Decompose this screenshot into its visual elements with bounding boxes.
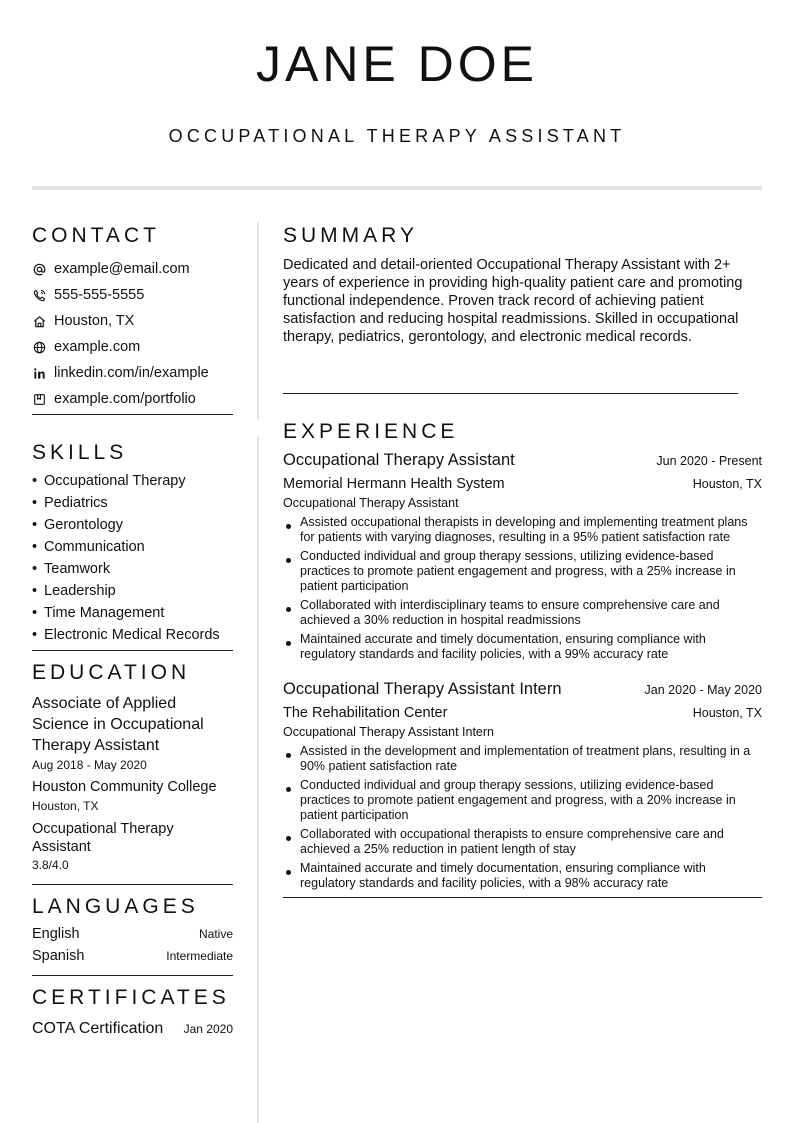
job-bullet: Assisted in the development and implementation of treatment plans, resulting in a 90% patient satisfaction rate [283,744,762,774]
education-degree: Associate of Applied Science in Occupational Therapy Assistant [32,695,204,754]
education-school: Houston Community College [32,779,217,795]
languages-section [32,893,233,976]
job-company: The Rehabilitation Center [283,705,448,721]
skill-item: • Time Management [32,605,165,621]
job-bullet: Conducted individual and group therapy sessions, utilizing evidence-based practices to promote patient engagement and progress, with a 25% increase in patient participation [283,549,762,594]
education-gpa: 3.8/4.0 [32,858,69,872]
job-location: Houston, TX [692,477,762,491]
skill-item: • Gerontology [32,517,123,533]
job-bullet: Collaborated with interdisciplinary teams to ensure comprehensive care and achieved a 30% reduction in hospital readmissions [283,598,762,628]
contact-email-text: example@email.com [54,261,190,277]
job-role: Occupational Therapy Assistant [283,496,459,510]
skill-item: • Electronic Medical Records [32,627,220,643]
skills-divider [32,650,233,651]
certificates-heading: CERTIFICATES [32,986,230,1009]
job-bullet: Assisted occupational therapists in developing and implementing treatment plans for patients with varying diagnoses, resulting in a 95% patient satisfaction rate [283,515,762,545]
summary-heading: SUMMARY [283,224,418,247]
home-icon [32,314,46,328]
summary-text: Dedicated and detail-oriented Occupational Therapy Assistant with 2+ years of experience in providing high-quality patient care and promoting functional independence. Proven track record of achieving patient satisfaction and reducing hospital readmissions. Skilled in occupational therapy, pediatrics, gerontology, and electronic medical records. [283,257,743,345]
language-name: Spanish [32,948,85,964]
job-bullet: Maintained accurate and timely documentation, ensuring compliance with regulatory standards and facility policies, with a 99% accuracy rate [283,632,762,662]
linkedin-icon [32,366,46,380]
language-level: Native [198,927,233,941]
certificate-row [32,1018,233,1040]
job-entry [283,449,762,662]
education-field: Occupational Therapy Assistant [32,821,174,855]
skill-item: • Teamwork [32,561,111,577]
experience-section [283,418,762,898]
candidate-name: JANE DOE [255,36,539,92]
contact-email[interactable] [32,256,233,282]
contact-linkedin[interactable] [32,360,233,386]
contact-phone-text: 555-555-5555 [54,287,145,303]
column-divider-bottom [257,436,259,1123]
contact-website-text: example.com [54,339,141,355]
contact-phone[interactable] [32,282,233,308]
job-role: Occupational Therapy Assistant Intern [283,725,494,739]
contact-heading: CONTACT [32,224,160,247]
language-row [32,923,233,945]
skill-item: • Leadership [32,583,116,599]
contact-website[interactable] [32,334,233,360]
at-icon [32,262,46,276]
languages-divider [32,975,233,976]
languages-heading: LANGUAGES [32,895,199,918]
certificate-name: COTA Certification [32,1020,164,1037]
job-location: Houston, TX [692,706,762,720]
contact-location [32,308,233,334]
education-section [32,659,233,885]
contact-section [32,222,233,415]
certificate-date: Jan 2020 [183,1022,233,1036]
experience-heading: EXPERIENCE [283,420,459,443]
column-divider-top [257,222,259,420]
education-location: Houston, TX [32,799,99,813]
phone-icon [32,288,46,302]
job-company: Memorial Hermann Health System [283,476,505,492]
job-title: Occupational Therapy Assistant Intern [283,680,562,698]
experience-divider [283,897,762,898]
job-bullet: Conducted individual and group therapy sessions, utilizing evidence-based practices to promote patient engagement and progress, with a 20% increase in patient participation [283,778,762,823]
portfolio-icon [32,392,46,406]
skills-section [32,439,233,651]
left-column [32,222,233,1040]
skill-item: • Pediatrics [32,495,108,511]
header-divider [32,186,762,190]
contact-divider [32,414,233,415]
job-entry [283,678,762,891]
language-level: Intermediate [166,949,233,963]
contact-portfolio-text: example.com/portfolio [54,391,196,407]
education-dates: Aug 2018 - May 2020 [32,758,147,772]
job-dates: Jun 2020 - Present [656,454,762,468]
candidate-title: OCCUPATIONAL THERAPY ASSISTANT [168,126,626,146]
contact-linkedin-text: linkedin.com/in/example [54,365,209,381]
language-name: English [32,926,80,942]
contact-location-text: Houston, TX [54,313,135,329]
right-column [283,222,762,898]
job-dates: Jan 2020 - May 2020 [644,683,762,697]
language-row [32,945,233,967]
skills-heading: SKILLS [32,441,128,464]
summary-section [283,222,762,394]
skill-item: • Occupational Therapy [32,473,186,489]
certificates-section [32,984,233,1040]
skill-item: • Communication [32,539,145,555]
education-divider [32,884,233,885]
summary-divider [283,393,738,394]
job-bullet: Collaborated with occupational therapists to ensure comprehensive care and achieved a 25% reduction in patient length of stay [283,827,762,857]
job-title: Occupational Therapy Assistant [283,451,515,469]
education-heading: EDUCATION [32,661,191,684]
globe-icon [32,340,46,354]
contact-portfolio[interactable] [32,386,233,412]
job-bullet: Maintained accurate and timely documentation, ensuring compliance with regulatory standards and facility policies, with a 98% accuracy rate [283,861,762,891]
